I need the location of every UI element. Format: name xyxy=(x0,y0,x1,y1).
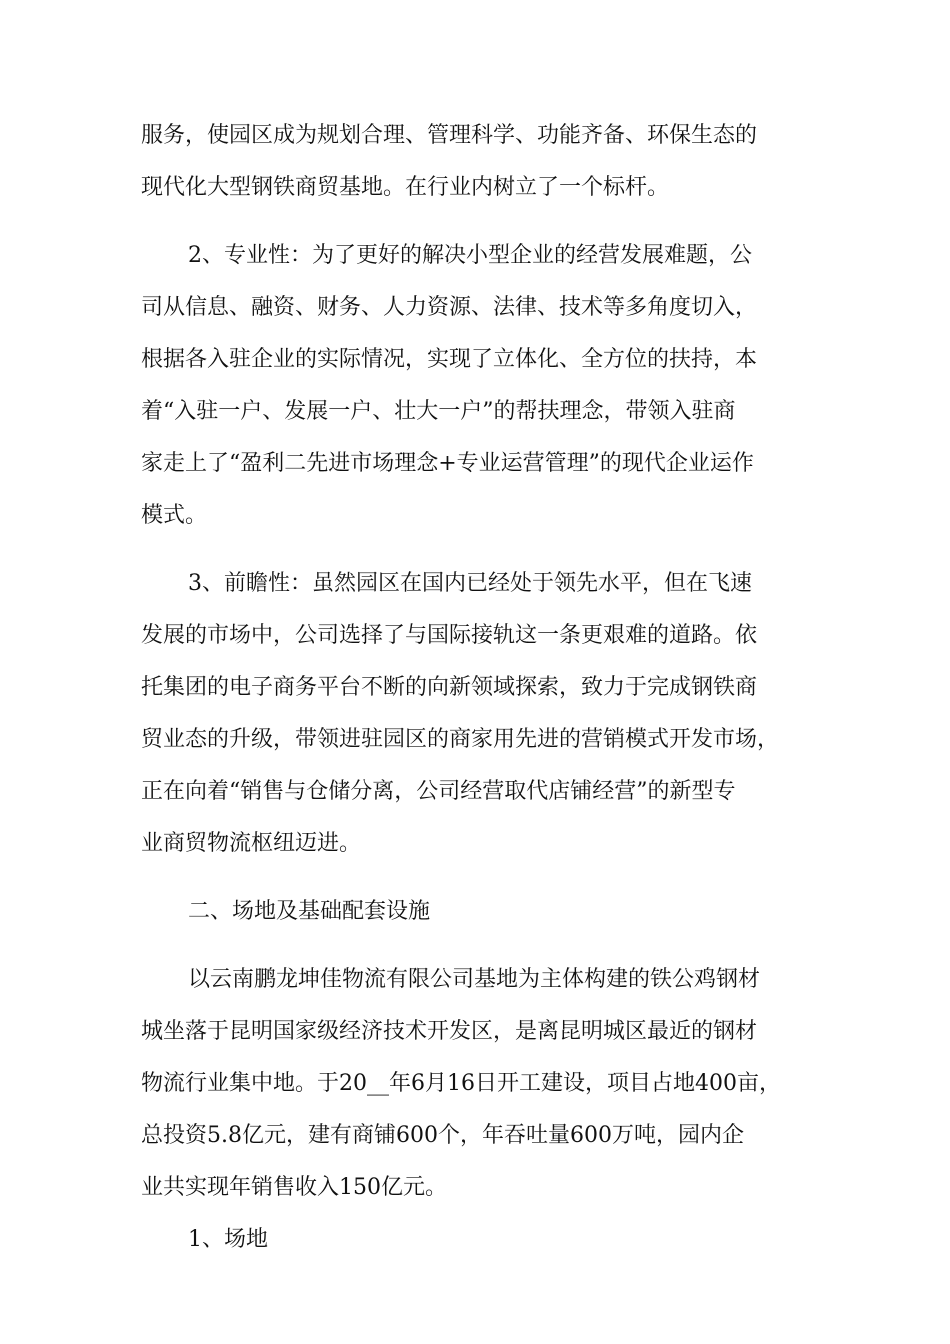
text-line: 家走上了“盈利二先进市场理念+专业运营管理”的现代企业运作 xyxy=(141,451,754,476)
text-line: 服务，使园区成为规划合理、管理科学、功能齐备、环保生态的 xyxy=(141,123,758,148)
text-line: 业商贸物流枢纽迈进。 xyxy=(141,831,362,856)
text-line: 正在向着“销售与仓储分离，公司经营取代店铺经营”的新型专 xyxy=(141,779,736,804)
paragraph-heading: 3、前瞻性：虽然园区在国内已经处于领先水平，但在飞速 xyxy=(188,571,752,596)
text-line: 根据各入驻企业的实际情况，实现了立体化、全方位的扶持，本 xyxy=(141,347,758,372)
text-line: 物流行业集中地。于20__年6月16日开工建设，项目占地400亩， xyxy=(141,1071,781,1096)
section-heading: 二、场地及基础配套设施 xyxy=(188,899,431,924)
paragraph-heading: 2、专业性：为了更好的解决小型企业的经营发展难题，公 xyxy=(188,243,752,268)
text-line: 现代化大型钢铁商贸基地。在行业内树立了一个标杆。 xyxy=(141,175,670,200)
text-line: 司从信息、融资、财务、人力资源、法律、技术等多角度切入， xyxy=(141,295,758,320)
text-line: 总投资5.8亿元，建有商铺600个，年吞吐量600万吨，园内企 xyxy=(141,1123,744,1148)
text-line: 托集团的电子商务平台不断的向新领域探索，致力于完成钢铁商 xyxy=(141,675,758,700)
text-line: 发展的市场中，公司选择了与国际接轨这一条更艰难的道路。依 xyxy=(141,623,758,648)
text-line: 业共实现年销售收入150亿元。 xyxy=(141,1175,447,1200)
text-line: 贸业态的升级，带领进驻园区的商家用先进的营销模式开发市场， xyxy=(141,727,780,752)
subsection-heading: 1、场地 xyxy=(188,1227,268,1252)
text-line: 城坐落于昆明国家级经济技术开发区，是离昆明城区最近的钢材 xyxy=(141,1019,758,1044)
text-line: 模式。 xyxy=(141,503,208,528)
text-line: 着“入驻一户、发展一户、壮大一户”的帮扶理念，带领入驻商 xyxy=(141,399,736,424)
paragraph-start: 以云南鹏龙坤佳物流有限公司基地为主体构建的铁公鸡钢材 xyxy=(188,967,761,992)
